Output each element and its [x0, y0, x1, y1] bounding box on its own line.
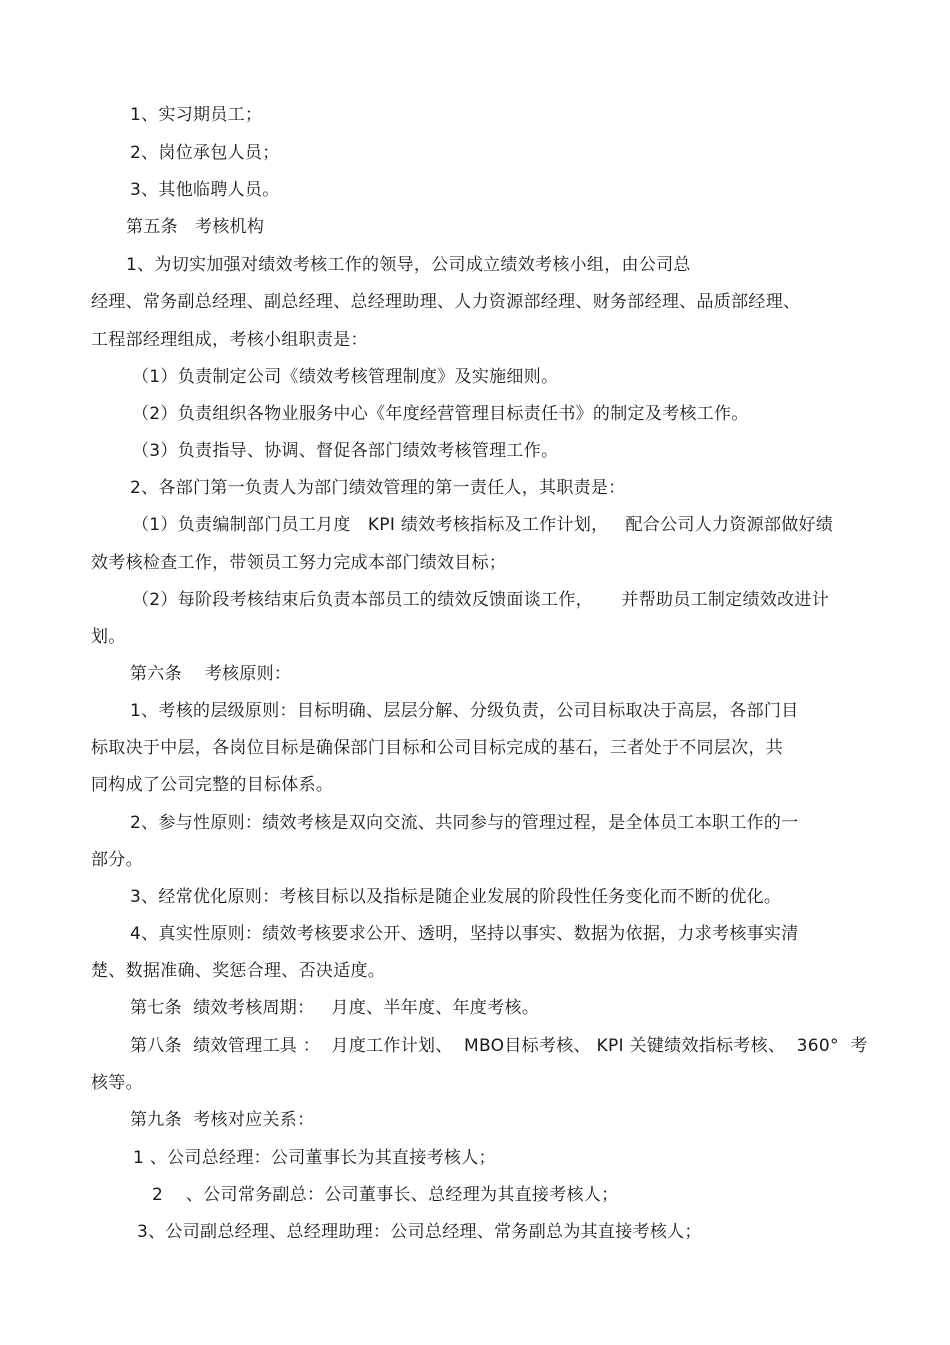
- text-line: 1、考核的层级原则：目标明确、层层分解、分级负责，公司目标取决于高层，各部门目: [130, 701, 799, 721]
- text-line: （2）负责组织各物业服务中心《年度经营管理目标责任书》的制定及考核工作。: [132, 404, 749, 424]
- text-line: 划。: [91, 627, 126, 647]
- text-line: （2）每阶段考核结束后负责本部员工的绩效反馈面谈工作， 并帮助员工制定绩效改进计: [132, 590, 830, 610]
- text-line: 2、岗位承包人员；: [130, 143, 280, 163]
- text-line: （1）负责编制部门员工月度 KPI 绩效考核指标及工作计划， 配合公司人力资源部做好绩: [132, 515, 834, 535]
- text-line: 2、参与性原则：绩效考核是双向交流、共同参与的管理过程，是全体员工本职工作的一: [130, 813, 799, 833]
- text-line: 3、其他临聘人员。: [130, 180, 280, 200]
- text-line: 标取决于中层，各岗位目标是确保部门目标和公司目标完成的基石，三者处于不同层次，共: [91, 738, 783, 758]
- text-line: 2、各部门第一负责人为部门绩效管理的第一责任人，其职责是：: [130, 478, 626, 498]
- text-line: 核等。: [91, 1073, 143, 1093]
- text-line: 部分。: [91, 850, 143, 870]
- text-line: （1）负责制定公司《绩效考核管理制度》及实施细则。: [132, 367, 559, 387]
- text-line: 4、真实性原则：绩效考核要求公开、透明，坚持以事实、数据为依据，力求考核事实清: [130, 924, 799, 944]
- text-line: 经理、常务副总经理、副总经理、总经理助理、人力资源部经理、财务部经理、品质部经理、: [91, 292, 801, 312]
- section-heading: 第七条 绩效考核周期： 月度、半年度、年度考核。: [130, 998, 540, 1018]
- text-line: 效考核检查工作，带领员工努力完成本部门绩效目标；: [91, 553, 507, 573]
- text-line: 3、经常优化原则：考核目标以及指标是随企业发展的阶段性任务变化而不断的优化。: [130, 887, 782, 907]
- section-heading: 第八条 绩效管理工具 ： 月度工作计划、 MBO目标考核、 KPI 关键绩效指标考核、 360° 考: [130, 1036, 868, 1056]
- section-heading: 第五条 考核机构: [126, 217, 265, 237]
- text-line: 同构成了公司完整的目标体系。: [91, 775, 334, 795]
- text-line: 1、实习期员工；: [130, 105, 263, 125]
- text-line: 工程部经理组成，考核小组职责是：: [91, 330, 368, 350]
- text-line: 2 、公司常务副总：公司董事长、总经理为其直接考核人；: [152, 1185, 619, 1205]
- text-line: 楚、数据准确、奖惩合理、否决适度。: [91, 961, 386, 981]
- text-line: 1 、公司总经理：公司董事长为其直接考核人；: [133, 1148, 496, 1168]
- section-heading: 第九条 考核对应关系：: [130, 1110, 315, 1130]
- text-line: （3）负责指导、协调、督促各部门绩效考核管理工作。: [132, 441, 559, 461]
- section-heading: 第六条 考核原则：: [130, 664, 292, 684]
- text-line: 3、公司副总经理、总经理助理：公司总经理、常务副总为其直接考核人；: [137, 1222, 702, 1242]
- text-line: 1、为切实加强对绩效考核工作的领导，公司成立绩效考核小组，由公司总: [126, 255, 691, 275]
